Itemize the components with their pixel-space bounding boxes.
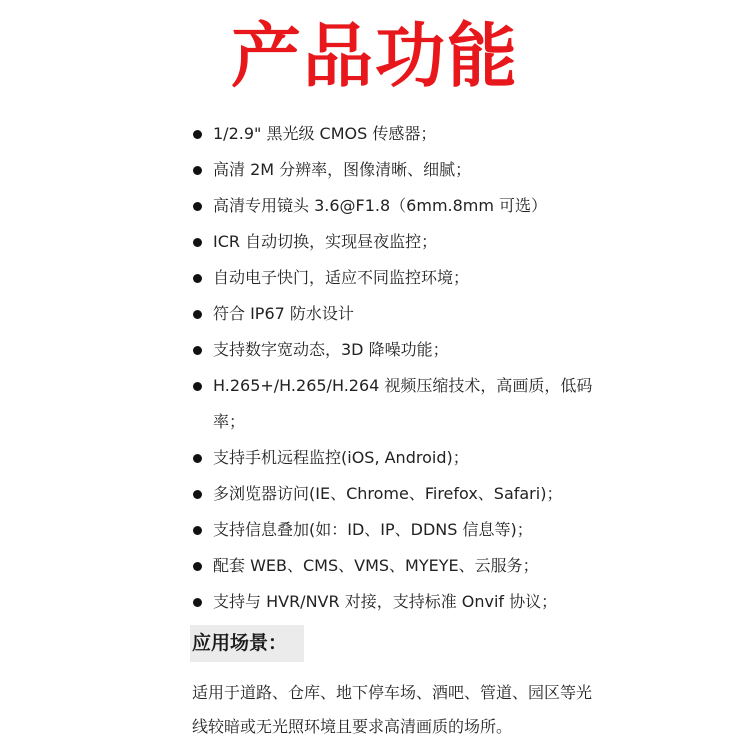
feature-item <box>192 188 622 224</box>
feature-item <box>192 440 622 476</box>
feature-item <box>192 584 622 620</box>
feature-item <box>192 476 622 512</box>
application-heading: 应用场景： <box>192 632 288 654</box>
bullet-icon <box>193 130 202 139</box>
bullet-icon <box>193 238 202 247</box>
bullet-icon <box>193 274 202 283</box>
application-text: 适用于道路、仓库、地下停车场、酒吧、管道、园区等光线较暗或无光照环境且要求高清画质的场所。 <box>192 683 593 736</box>
feature-text: 支持数字宽动态，3D 降噪功能； <box>213 340 449 359</box>
feature-item <box>192 116 622 152</box>
feature-item <box>192 260 622 296</box>
feature-text: 自动电子快门，适应不同监控环境； <box>213 268 470 287</box>
feature-text: 高清 2M 分辨率，图像清晰、细腻； <box>213 160 472 179</box>
feature-item <box>192 332 622 368</box>
bullet-icon <box>193 382 202 391</box>
bullet-icon <box>193 310 202 319</box>
bullet-icon <box>193 526 202 535</box>
feature-text: 高清专用镜头 3.6@F1.8（6mm.8mm 可选） <box>213 196 548 215</box>
bullet-icon <box>193 346 202 355</box>
bullet-icon <box>193 598 202 607</box>
feature-item <box>192 224 622 260</box>
feature-item <box>192 548 622 584</box>
bullet-icon <box>193 490 202 499</box>
page-title: 产品功能 <box>231 15 519 97</box>
feature-item <box>192 152 622 188</box>
feature-item <box>192 368 613 440</box>
bullet-icon <box>193 454 202 463</box>
feature-item <box>192 296 622 332</box>
feature-text: H.265+/H.265/H.264 视频压缩技术，高画质，低码率； <box>213 376 593 431</box>
feature-text: 支持信息叠加(如：ID、IP、DDNS 信息等)； <box>213 520 533 539</box>
feature-text: 1/2.9" 黑光级 CMOS 传感器； <box>213 124 437 143</box>
feature-item <box>192 512 622 548</box>
bullet-icon <box>193 166 202 175</box>
feature-text: 支持手机远程监控(iOS, Android)； <box>213 448 469 467</box>
feature-text: 配套 WEB、CMS、VMS、MYEYE、云服务； <box>213 556 539 575</box>
feature-text: 支持与 HVR/NVR 对接，支持标准 Onvif 协议； <box>213 592 558 611</box>
feature-text: 符合 IP67 防水设计 <box>213 304 354 323</box>
bullet-icon <box>193 202 202 211</box>
feature-list <box>192 116 622 620</box>
feature-text: 多浏览器访问(IE、Chrome、Firefox、Safari)； <box>213 484 563 503</box>
feature-text: ICR 自动切换，实现昼夜监控； <box>213 232 438 251</box>
bullet-icon <box>193 562 202 571</box>
